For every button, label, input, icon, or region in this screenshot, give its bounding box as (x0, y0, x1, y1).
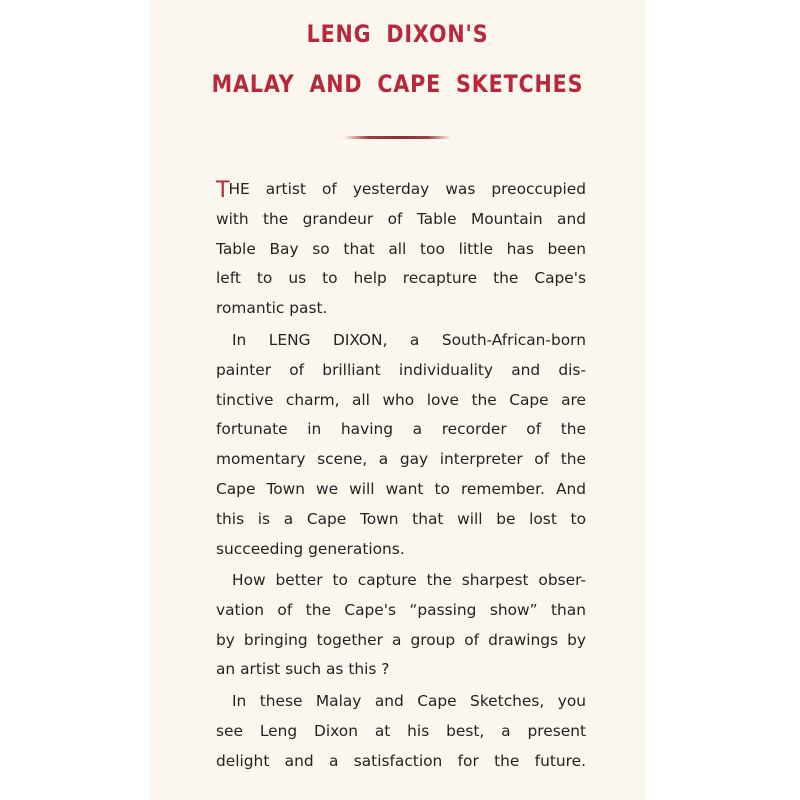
paragraph-2 (216, 326, 586, 564)
title-line-2: MALAY AND CAPE SKETCHES (211, 70, 584, 98)
paragraph-1 (216, 175, 586, 324)
paragraph-line: fortunate in having a recorder of the (216, 420, 586, 439)
paragraph-line: this is a Cape Town that will be lost to (216, 509, 586, 528)
decorative-rule (344, 136, 451, 139)
paragraph-line: THE artist of yesterday was preoccupied (216, 178, 586, 203)
paragraph-line: by bringing together a group of drawings by (216, 630, 586, 649)
paragraph-line: see Leng Dixon at his best, a present (216, 721, 586, 740)
leaflet-page (150, 0, 645, 800)
paragraph-line: Table Bay so that all too little has been (216, 239, 586, 258)
paragraph-line: tinctive charm, all who love the Cape are (216, 390, 586, 409)
title-line-1: LENG DIXON'S (306, 20, 489, 48)
paragraph-line: How better to capture the sharpest obser- (232, 571, 586, 589)
paragraph-line: delight and a satisfaction for the future. (216, 751, 586, 770)
paragraph-line: with the grandeur of Table Mountain and (216, 209, 586, 228)
paragraph-line: In LENG DIXON, a South-African-born (232, 331, 586, 349)
paragraph-line: vation of the Cape's “passing show” than (216, 600, 586, 619)
paragraph-line: romantic past. (216, 299, 328, 318)
paragraph-line: momentary scene, a gay interpreter of the (216, 450, 586, 469)
paragraph-line: succeeding generations. (216, 539, 405, 558)
paragraph-line: painter of brilliant individuality and dis- (216, 360, 586, 379)
paragraph-line: an artist such as this ? (216, 660, 390, 679)
paragraph-4 (216, 687, 586, 776)
paragraph-line: In these Malay and Cape Sketches, you (232, 692, 586, 710)
drop-cap: T (216, 178, 230, 203)
paragraph-line: Cape Town we will want to remember. And (216, 479, 586, 498)
paragraph-line: left to us to help recapture the Cape's (216, 269, 586, 288)
paragraph-3 (216, 566, 586, 685)
